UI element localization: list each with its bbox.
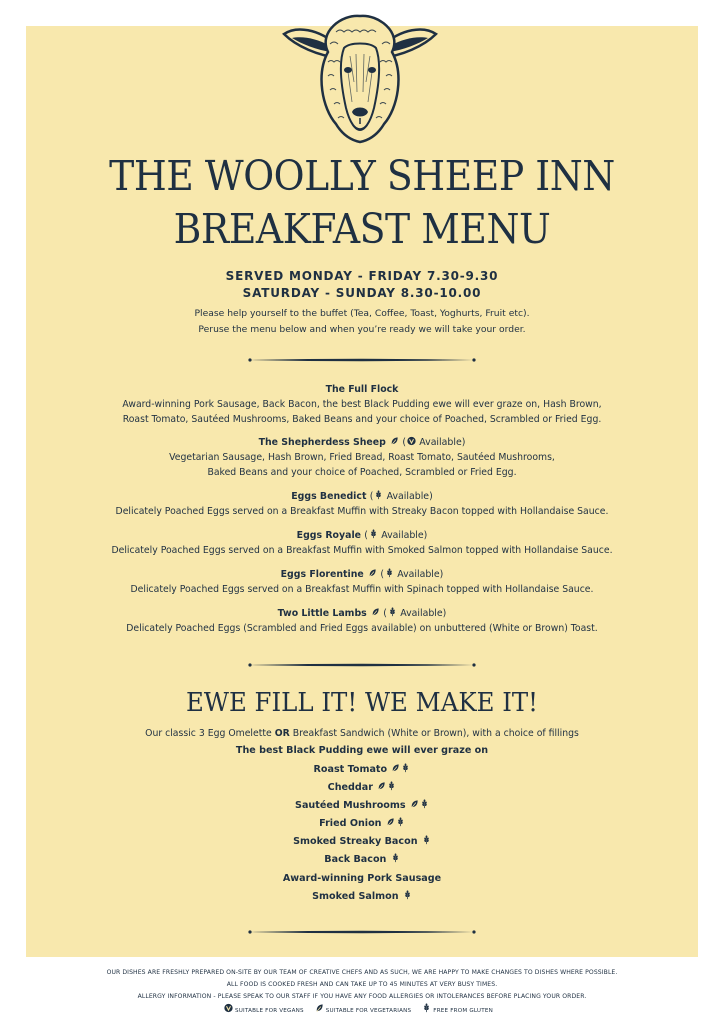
menu-item-title: Eggs Royale ( Available) <box>296 530 428 541</box>
menu-item-title: Two Little Lambs ( Available) <box>277 608 447 619</box>
divider <box>248 662 476 668</box>
dietary-legend <box>0 1003 724 1014</box>
menu-item-title: Eggs Benedict ( Available) <box>291 491 433 502</box>
vegetarian-leaf-icon <box>371 607 380 617</box>
filling-item: Back Bacon <box>26 853 698 867</box>
sheep-head-icon <box>278 12 442 146</box>
divider <box>248 357 476 363</box>
divider <box>248 929 476 935</box>
footer-line-1: OUR DISHES ARE FRESHLY PREPARED ON-SITE BY OUR TEAM OF CREATIVE CHEFS AND AS SUCH, WE ARE HAPPY TO MAKE CHANGES TO DISHES WHERE POSSIBLE. <box>106 969 618 976</box>
filling-item: Smoked Streaky Bacon <box>26 835 698 849</box>
vegan-icon <box>224 1003 233 1013</box>
vegetarian-leaf-icon <box>410 799 419 809</box>
fillings-intro: Our classic 3 Egg Omelette OR Breakfast Sandwich (White or Brown), with a choice of fillings <box>145 728 579 739</box>
gluten-free-icon <box>422 1003 431 1013</box>
menu-item-title: The Shepherdess Sheep ( Available) <box>258 437 466 448</box>
vegetarian-leaf-icon <box>391 763 400 773</box>
filling-item: Fried Onion <box>26 817 698 831</box>
vegetarian-leaf-icon <box>390 436 399 446</box>
gluten-free-icon <box>403 890 412 900</box>
gluten-free-icon <box>422 835 431 845</box>
gluten-free-icon <box>401 763 410 773</box>
legend-gluten-free: FREE FROM GLUTEN <box>433 1008 493 1014</box>
filling-item: Sautéed Mushrooms <box>26 799 698 813</box>
served-weekdays: SERVED MONDAY - FRIDAY 7.30-9.30 <box>225 269 499 283</box>
menu-item-title: The Full Flock <box>325 384 399 395</box>
page-title-line1: THE WOOLLY SHEEP INN <box>109 152 615 200</box>
gluten-free-icon <box>396 817 405 827</box>
vegetarian-leaf-icon <box>386 817 395 827</box>
vegan-icon <box>407 436 416 446</box>
filling-item: Smoked Salmon <box>26 890 698 904</box>
intro-line-2: Peruse the menu below and when you’re ready we will take your order. <box>198 324 526 335</box>
menu-item-desc: Delicately Poached Eggs (Scrambled and Fried Eggs available) on unbuttered (White or Brown) Toast. <box>126 623 598 634</box>
section-heading: EWE FILL IT! WE MAKE IT! <box>185 688 539 718</box>
menu-item-desc: Award-winning Pork Sausage, Back Bacon, the best Black Pudding ewe will ever graze on, Hash Brown, <box>122 399 602 410</box>
menu-item-desc: Delicately Poached Eggs served on a Breakfast Muffin with Spinach topped with Hollandaise Sauce. <box>130 584 594 595</box>
menu-item-desc: Vegetarian Sausage, Hash Brown, Fried Bread, Roast Tomato, Sautéed Mushrooms, <box>169 452 555 463</box>
page-title-line2: BREAKFAST MENU <box>173 205 551 253</box>
gluten-free-icon <box>374 490 383 500</box>
vegetarian-leaf-icon <box>368 568 377 578</box>
served-weekend: SATURDAY - SUNDAY 8.30-10.00 <box>242 286 482 300</box>
filling-item: Cheddar <box>26 781 698 795</box>
vegetarian-leaf-icon <box>377 781 386 791</box>
menu-item-title: Eggs Florentine ( Available) <box>280 569 444 580</box>
gluten-free-icon <box>387 781 396 791</box>
menu-item-desc: Roast Tomato, Sautéed Mushrooms, Baked Beans and your choice of Poached, Scrambled or Fried Egg. <box>122 414 602 425</box>
gluten-free-icon <box>391 853 400 863</box>
legend-vegan: SUITABLE FOR VEGANS <box>235 1008 304 1014</box>
intro-line-1: Please help yourself to the buffet (Tea, Coffee, Toast, Yoghurts, Fruit etc). <box>194 308 530 319</box>
footer-line-2: ALL FOOD IS COOKED FRESH AND CAN TAKE UP TO 45 MINUTES AT VERY BUSY TIMES. <box>226 981 498 988</box>
filling-item: The best Black Pudding ewe will ever graze on <box>235 745 489 756</box>
menu-item-desc: Delicately Poached Eggs served on a Breakfast Muffin with Smoked Salmon topped with Hollandaise Sauce. <box>111 545 613 556</box>
gluten-free-icon <box>420 799 429 809</box>
gluten-free-icon <box>385 568 394 578</box>
vegetarian-leaf-icon <box>315 1003 324 1013</box>
filling-item: Award-winning Pork Sausage <box>282 873 442 884</box>
gluten-free-icon <box>369 529 378 539</box>
gluten-free-icon <box>388 607 397 617</box>
footer-line-3: ALLERGY INFORMATION - PLEASE SPEAK TO OUR STAFF IF YOU HAVE ANY FOOD ALLERGIES OR INTOLERANCES BEFORE PLACING YOUR ORDER. <box>137 993 587 1000</box>
menu-item-desc: Delicately Poached Eggs served on a Breakfast Muffin with Streaky Bacon topped with Hollandaise Sauce. <box>115 506 609 517</box>
menu-item-desc: Baked Beans and your choice of Poached, Scrambled or Fried Egg. <box>207 467 517 478</box>
legend-vegetarian: SUITABLE FOR VEGETARIANS <box>325 1008 412 1014</box>
filling-item: Roast Tomato <box>26 763 698 777</box>
